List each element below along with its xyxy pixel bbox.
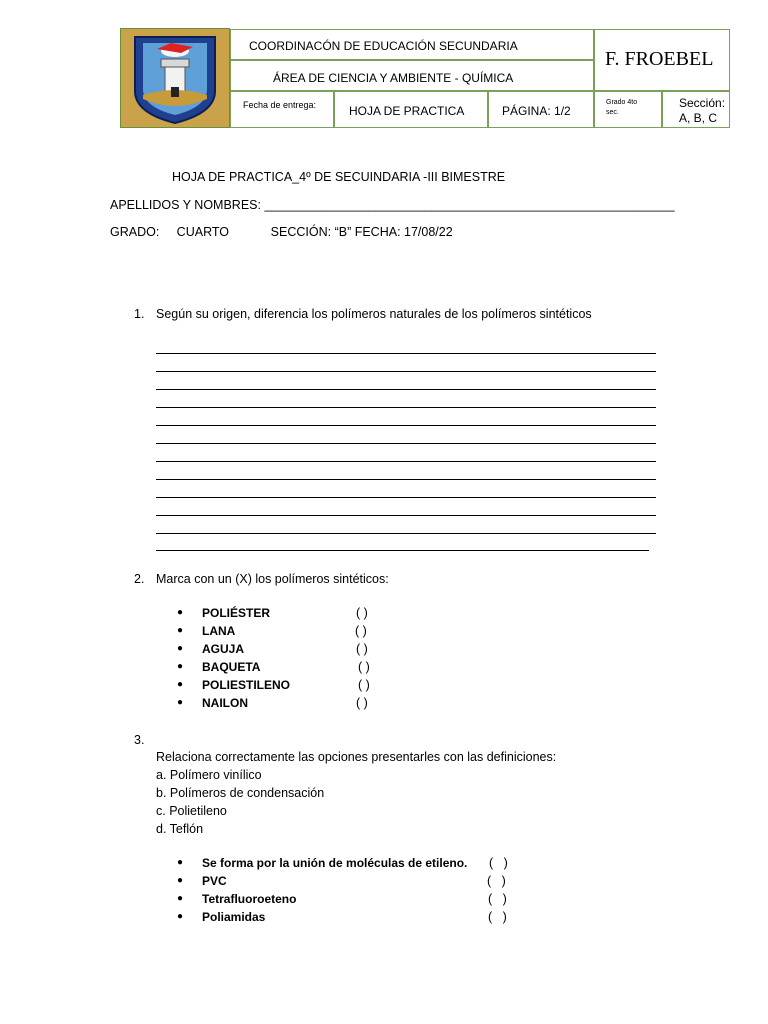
bullet-icon: ● [177,857,184,868]
header-area: ÁREA DE CIENCIA Y AMBIENTE - QUÍMICA [273,71,514,85]
header-section-values: A, B, C [679,111,718,125]
header-coordination-cell [230,29,594,60]
q2-number: 2. [134,572,145,586]
answer-line [156,389,656,390]
q2-option-label: POLIÉSTER [202,606,271,620]
q3-option: b. Polímeros de condensación [156,786,325,800]
answer-line [156,497,656,498]
q1-text: Según su origen, diferencia los polímeros naturales de los polímeros sintéticos [156,307,592,321]
answer-line [156,425,656,426]
bullet-icon: ● [177,625,184,636]
q2-option-label: NAILON [202,696,248,710]
header-section-cell [662,91,730,128]
q2-option-box[interactable]: ( ) [356,642,368,656]
names-label: APELLIDOS Y NOMBRES: ___________________________________________________________ [110,198,675,212]
q3-definition-label: Tetrafluoroeteno [202,892,297,906]
q3-option: d. Teflón [156,822,204,836]
header-sheet-label: HOJA DE PRACTICA [349,104,465,118]
q3-definition-label: PVC [202,874,227,888]
q3-definition-box[interactable]: ( ) [489,856,508,870]
header-grade-label: Grado 4to sec. [606,99,638,116]
q3-number: 3. [134,733,145,747]
header-sheet-cell [334,91,488,128]
q2-option-label: BAQUETA [202,660,261,674]
q2-option-box[interactable]: ( ) [356,696,368,710]
q2-option-label: POLIESTILENO [202,678,291,692]
answer-line [156,533,656,534]
q3-text: Relaciona correctamente las opciones presentarles con las definiciones: [156,750,557,764]
q2-option-box[interactable]: ( ) [358,678,370,692]
header-grade-cell [594,91,662,128]
header-page-cell [488,91,594,128]
bullet-icon: ● [177,911,184,922]
answer-line [156,550,649,551]
grade-row: GRADO: CUARTO SECCIÓN: “B” FECHA: 17/08/22 [110,225,453,239]
bullet-icon: ● [177,679,184,690]
header-school-cell [594,29,730,91]
q1-number: 1. [134,307,145,321]
q3-definition-label: Poliamidas [202,910,266,924]
bullet-icon: ● [177,875,184,886]
bullet-icon: ● [177,607,184,618]
answer-line [156,353,656,354]
q3-definition-box[interactable]: ( ) [487,874,506,888]
header-coordination: COORDINACÓN DE EDUCACIÓN SECUNDARIA [249,39,518,53]
header-page-label: PÁGINA: 1/2 [502,104,571,118]
answer-line [156,479,656,480]
q2-option-box[interactable]: ( ) [356,606,368,620]
q2-option-box[interactable]: ( ) [355,624,367,638]
header-school-short: F. FROEBEL [605,48,714,70]
header-section-label: Sección: [679,96,726,110]
q2-option-box[interactable]: ( ) [358,660,370,674]
answer-line [156,407,656,408]
header-area-cell [230,60,594,91]
answer-line [156,371,656,372]
answer-line [156,515,656,516]
header-delivery-cell [230,91,334,128]
bullet-icon: ● [177,661,184,672]
q3-definition-box[interactable]: ( ) [488,910,507,924]
bullet-icon: ● [177,643,184,654]
q3-definition-box[interactable]: ( ) [488,892,507,906]
q2-option-label: AGUJA [202,642,245,656]
bullet-icon: ● [177,697,184,708]
header-delivery-label: Fecha de entrega: [243,100,317,110]
school-logo [120,28,230,128]
answer-line [156,461,656,462]
sheet-title: HOJA DE PRACTICA_4º DE SECUINDARIA -III BIMESTRE [172,170,506,184]
q2-option-label: LANA [202,624,236,638]
school-crest-icon [121,29,229,127]
bullet-icon: ● [177,893,184,904]
q2-text: Marca con un (X) los polímeros sintéticos: [156,572,389,586]
q3-option: a. Polímero vinílico [156,768,262,782]
q3-option: c. Polietileno [156,804,227,818]
answer-line [156,443,656,444]
q3-definition-label: Se forma por la unión de moléculas de etileno. [202,856,468,870]
